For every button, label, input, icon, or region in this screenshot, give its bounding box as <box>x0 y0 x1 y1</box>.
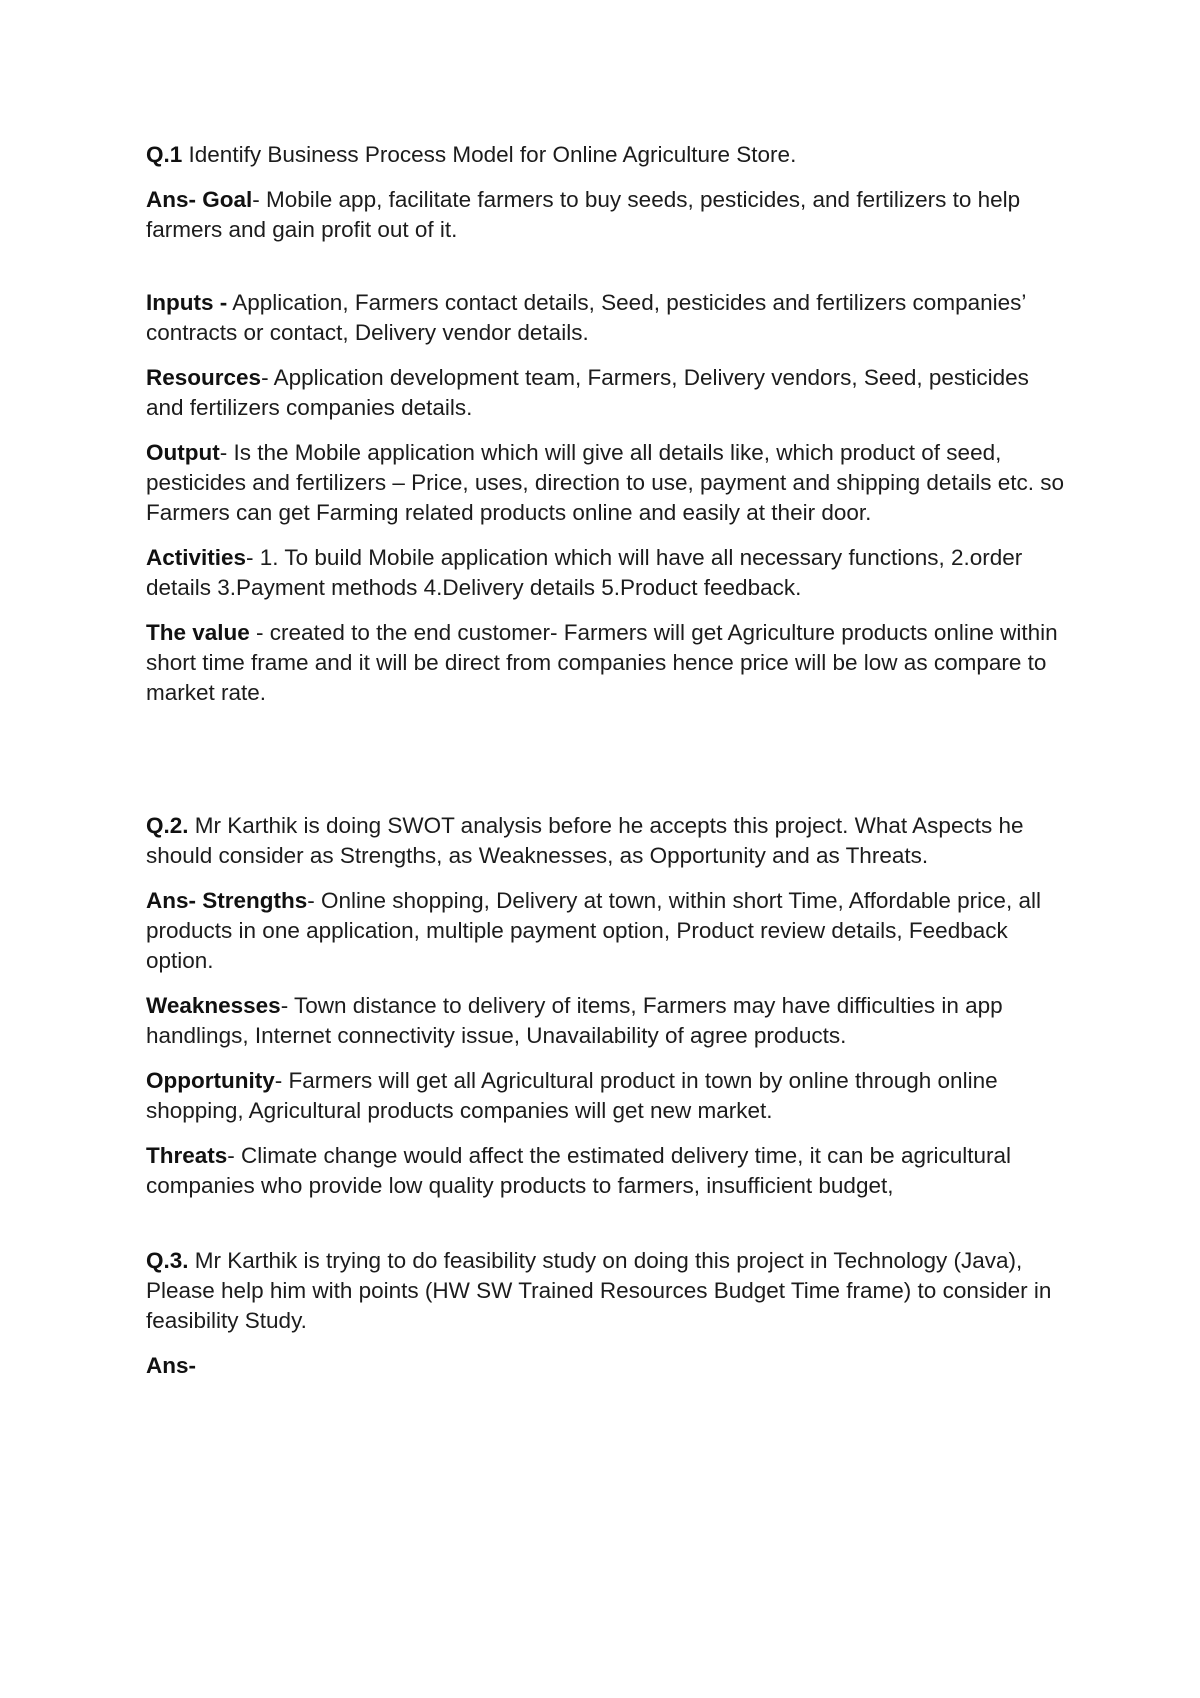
q1-value-label: The value <box>146 620 250 645</box>
q1-activities <box>146 543 1066 603</box>
q2-opportunity-text: - Farmers will get all Agricultural product in town by online through online shopping, Agricultural products companies will get new market. <box>146 1068 998 1123</box>
q1-output-text: - Is the Mobile application which will give all details like, which product of seed, pesticides and fertilizers – Price, uses, direction to use, payment and shipping details etc. so Farmers can get Farming related products online and easily at their door. <box>146 440 1064 525</box>
q1-activities-label: Activities <box>146 545 247 570</box>
q1-activities-text: - 1. To build Mobile application which will have all necessary functions, 2.order details 3.Payment methods 4.Delivery details 5.Product feedback. <box>146 545 1023 600</box>
q2-opportunity-label: Opportunity <box>146 1068 275 1093</box>
q2-threats-text: - Climate change would affect the estimated delivery time, it can be agricultural companies who provide low quality products to farmers, insufficient budget, <box>146 1143 1012 1198</box>
q1-goal-text: - Mobile app, facilitate farmers to buy seeds, pesticides, and fertilizers to help farmers and gain profit out of it. <box>146 187 1021 242</box>
q1-inputs <box>146 288 1066 348</box>
q1-inputs-label: Inputs - <box>146 290 228 315</box>
q2-label: Q.2. <box>146 813 189 838</box>
q2-weaknesses <box>146 991 1066 1051</box>
q2-weaknesses-label: Weaknesses <box>146 993 281 1018</box>
q2-opportunity <box>146 1066 1066 1126</box>
q1-value <box>146 618 1066 708</box>
q3-answer <box>146 1351 1066 1381</box>
q1-output-label: Output <box>146 440 220 465</box>
q1-goal <box>146 185 1066 245</box>
q1-resources-label: Resources <box>146 365 262 390</box>
document-body <box>146 140 1066 1381</box>
q1-inputs-text: Application, Farmers contact details, Seed, pesticides and fertilizers companies’ contracts or contact, Delivery vendor details. <box>146 290 1026 345</box>
q2-threats <box>146 1141 1066 1201</box>
q2-strengths-text: - Online shopping, Delivery at town, within short Time, Affordable price, all products in one application, multiple payment option, Product review details, Feedback option. <box>146 888 1041 973</box>
q2-strengths <box>146 886 1066 976</box>
q2-question-text: Mr Karthik is doing SWOT analysis before he accepts this project. What Aspects he should consider as Strengths, as Weaknesses, as Opportunity and as Threats. <box>146 813 1024 868</box>
q3-question <box>146 1246 1066 1336</box>
q3-label: Q.3. <box>146 1248 189 1273</box>
q1-output <box>146 438 1066 528</box>
q1-question <box>146 140 1066 170</box>
q1-value-text: - created to the end customer- Farmers will get Agriculture products online within short time frame and it will be direct from companies hence price will be low as compare to market rate. <box>146 620 1058 705</box>
q3-ans-label: Ans- <box>146 1353 196 1378</box>
q1-resources <box>146 363 1066 423</box>
q1-resources-text: - Application development team, Farmers, Delivery vendors, Seed, pesticides and fertilizers companies details. <box>146 365 1029 420</box>
q3-question-text: Mr Karthik is trying to do feasibility study on doing this project in Technology (Java), Please help him with points (HW SW Trained Resources Budget Time frame) to consider in feasibility Study. <box>146 1248 1052 1333</box>
q1-question-text: Identify Business Process Model for Online Agriculture Store. <box>182 142 797 167</box>
q2-weaknesses-text: - Town distance to delivery of items, Farmers may have difficulties in app handlings, Internet connectivity issue, Unavailability of agree products. <box>146 993 1003 1048</box>
q1-goal-label: Ans- Goal <box>146 187 253 212</box>
q2-threats-label: Threats <box>146 1143 228 1168</box>
q2-question <box>146 811 1066 871</box>
q2-strengths-label: Ans- Strengths <box>146 888 308 913</box>
q1-label: Q.1 <box>146 142 183 167</box>
